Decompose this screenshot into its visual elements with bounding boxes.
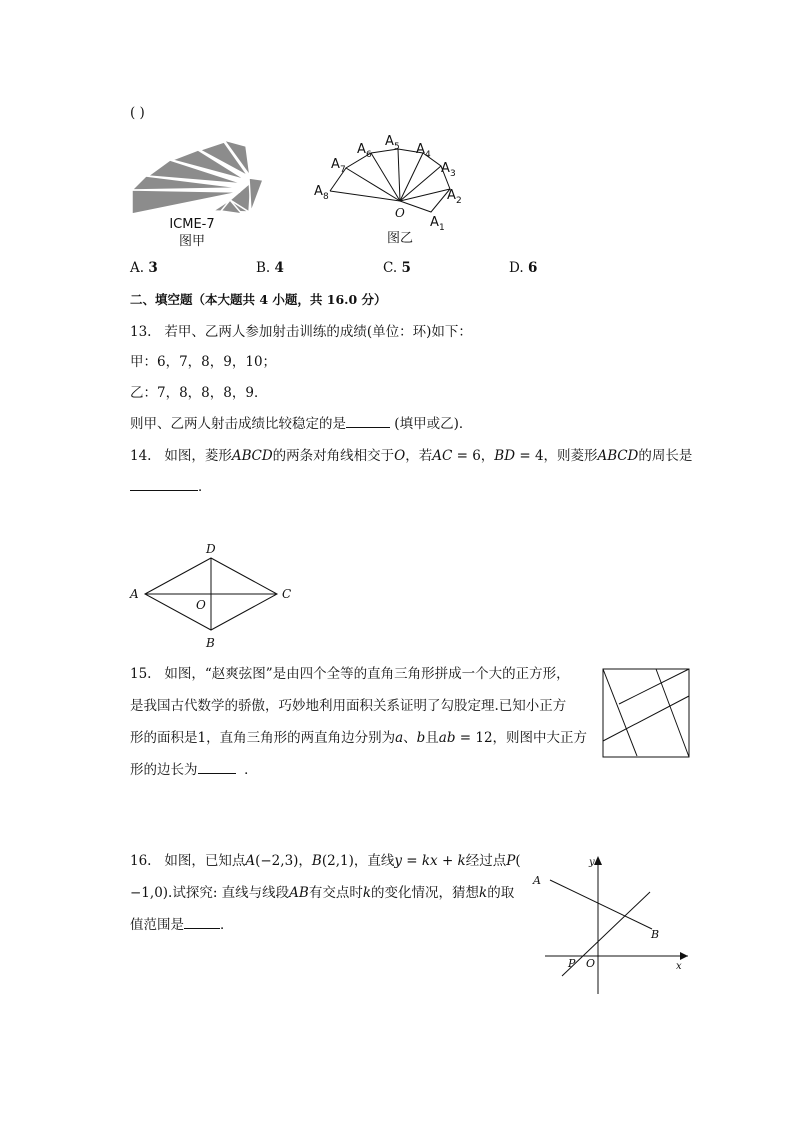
q16-line-3-text: 值范围是: [130, 917, 184, 933]
q13-question-text: 则甲、乙两人射击成绩比较稳定的是: [130, 416, 346, 432]
option-b: [256, 259, 284, 277]
figure-jia-caption-top: ICME-7: [169, 217, 215, 232]
option-c-value: 5: [401, 260, 411, 276]
option-c-letter: C.: [383, 260, 398, 276]
figure-yi-caption: 图乙: [386, 231, 414, 246]
option-a: [130, 259, 158, 277]
coordinate-figure: [530, 852, 695, 997]
point-sub-6: 6: [366, 150, 372, 160]
figure-yi-center-label: O: [395, 206, 405, 220]
q15-number: 15.: [130, 666, 152, 682]
y-axis-arrow-icon: [594, 856, 602, 865]
axis-label-x: x: [676, 961, 682, 972]
point-label-a8: A: [314, 184, 323, 199]
q16-line-3: [130, 916, 234, 934]
point-label-a6: A: [357, 142, 366, 157]
q13-answer-blank[interactable]: [346, 415, 390, 428]
zhao-shuang-figure: [602, 668, 692, 760]
rhombus-figure: [125, 540, 295, 650]
rhombus-label-b: B: [206, 636, 215, 650]
rhombus-label-a: A: [130, 587, 139, 601]
point-label-p: P: [568, 957, 576, 970]
axis-label-y: y: [589, 857, 595, 868]
point-label-a4: A: [416, 142, 425, 157]
point-sub-4: 4: [425, 150, 431, 160]
q13-question-hint: (填甲或乙)．: [394, 416, 473, 432]
option-b-letter: B.: [256, 260, 271, 276]
figure-jia-caption: 图甲: [178, 234, 206, 249]
q15-line-2: 是我国古代数学的骄傲，巧妙地利用面积关系证明了勾股定理.已知小正方: [130, 698, 567, 714]
q14-stem-text: 如图，菱形𝐴𝐵𝐶𝐷的两条对角线相交于𝑂，若𝐴𝐶 = 6，𝐵𝐷 = 4，则菱形𝐴𝐵𝐶𝐷的周长是: [164, 448, 693, 464]
q12-answer-bracket: ( ): [130, 105, 145, 121]
q13-data-jia: 甲：6，7，8，9，10；: [130, 354, 277, 370]
figure-jia: [128, 130, 268, 270]
point-label-a1: A: [430, 215, 439, 230]
q14-answer-line: [130, 478, 212, 496]
point-label-b: B: [651, 928, 660, 941]
q16-answer-blank[interactable]: [184, 916, 220, 929]
q15-line-1: [130, 665, 570, 683]
q13-number: 13.: [130, 324, 152, 340]
point-label-a7: A: [331, 157, 340, 172]
option-d: [509, 259, 537, 277]
point-sub-7: 7: [340, 165, 346, 175]
option-b-value: 4: [274, 260, 284, 276]
point-sub-8: 8: [323, 192, 329, 202]
point-label-a: A: [533, 874, 541, 887]
q16-line-2: −1,0).试探究: 直线与线段𝐴𝐵有交点时𝑘的变化情况，猜想𝑘的取: [130, 885, 515, 901]
option-d-letter: D.: [509, 260, 524, 276]
q15-line-3: 形的面积是1，直角三角形的两直角边分别为𝑎、𝑏且𝑎𝑏 = 12，则图中大正方: [130, 730, 588, 746]
x-axis-arrow-icon: [680, 952, 688, 960]
q14-end: ．: [198, 479, 212, 495]
point-label-a5: A: [385, 134, 394, 149]
point-label-a2: A: [447, 188, 456, 203]
q13-stem: [130, 323, 472, 341]
option-d-value: 6: [527, 260, 538, 276]
q14-answer-blank[interactable]: [130, 478, 198, 491]
origin-label-o: O: [586, 957, 596, 970]
q15-answer-blank[interactable]: [198, 761, 236, 774]
q15-line-4: [130, 761, 258, 779]
rhombus-label-o: O: [196, 598, 206, 612]
q14-number: 14.: [130, 448, 152, 464]
q13-stem-text: 若甲、乙两人参加射击训练的成绩(单位：环)如下：: [164, 324, 472, 340]
q16-number: 16.: [130, 853, 152, 869]
q14-stem: [130, 447, 692, 465]
q15-end: ．: [244, 762, 258, 778]
point-sub-1: 1: [439, 223, 445, 233]
section-2-title: 二、填空题（本大题共 4 小题，共 16.0 分）: [130, 292, 387, 307]
option-a-letter: A.: [130, 260, 145, 276]
figure-yi: [310, 128, 490, 248]
q16-line-1-text: 如图，已知点𝐴(−2,3)，𝐵(2,1)，直线𝑦 = 𝑘𝑥 + 𝑘经过点𝑃(: [164, 853, 521, 869]
option-c: [383, 259, 411, 277]
point-sub-5: 5: [394, 142, 400, 152]
q13-question: [130, 415, 472, 433]
q16-line-1: [130, 852, 521, 870]
rhombus-label-c: C: [282, 587, 292, 601]
point-sub-2: 2: [456, 196, 462, 206]
q15-line-4-text: 形的边长为: [130, 762, 198, 778]
q13-data-yi: 乙：7，8，8，8，9．: [130, 385, 268, 401]
q16-end: ．: [220, 917, 234, 933]
option-a-value: 3: [148, 260, 158, 276]
point-sub-3: 3: [450, 169, 456, 179]
q15-line-1-text: 如图，“赵爽弦图”是由四个全等的直角三角形拼成一个大的正方形，: [164, 666, 570, 682]
rhombus-label-d: D: [206, 542, 216, 556]
point-label-a3: A: [441, 161, 450, 176]
